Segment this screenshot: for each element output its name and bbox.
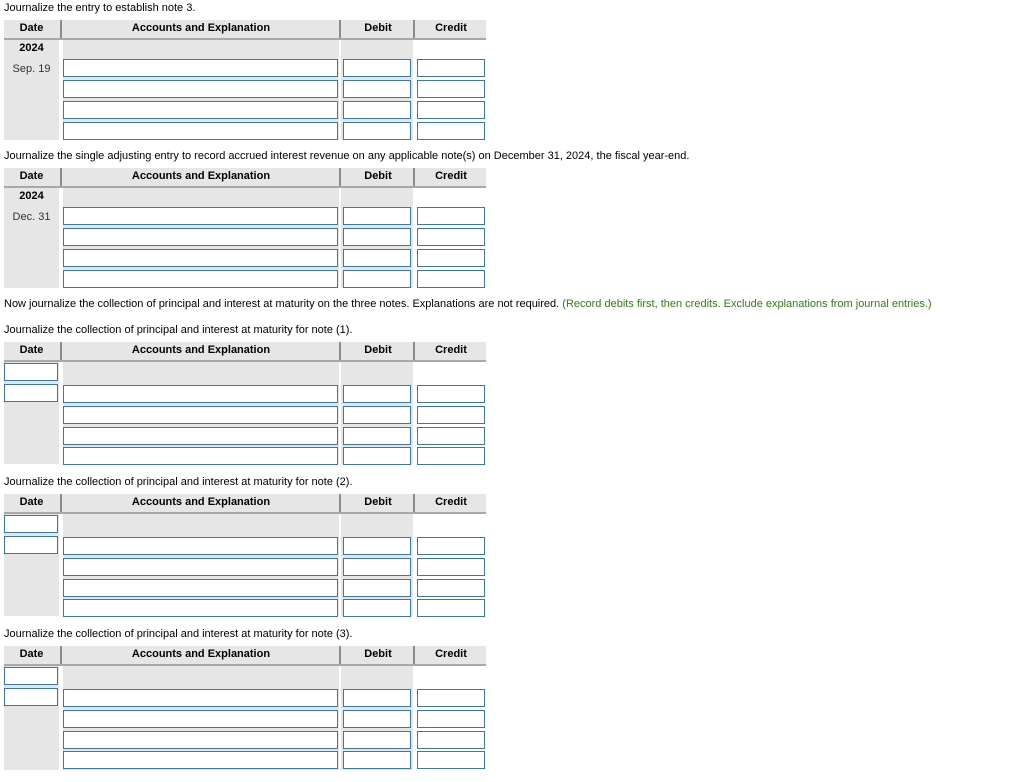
intro-text: Now journalize the collection of principal and interest at maturity on the three notes. Explanations are not required. [4,298,560,310]
column-divider [60,342,62,360]
account-input[interactable] [63,731,338,749]
column-divider [413,342,415,360]
debit-input[interactable] [343,80,411,98]
debit-input[interactable] [343,558,411,576]
credit-input[interactable] [417,228,485,246]
section4-instruction: Journalize the collection of principal and interest at maturity for note (2). [4,476,353,488]
debit-input[interactable] [343,122,411,140]
column-divider [60,20,62,38]
year-label: 2024 [19,42,44,54]
account-input[interactable] [63,385,338,403]
section2-instruction: Journalize the single adjusting entry to record accrued interest revenue on any applicable note(s) on December 31, 2024, the fiscal year-end. [4,150,690,162]
debit-header: Debit [364,170,392,182]
date-header: Date [19,496,44,508]
credit-input[interactable] [417,406,485,424]
debit-input[interactable] [343,385,411,403]
debit-header: Debit [364,496,392,508]
account-input[interactable] [63,80,338,98]
accounts-header: Accounts and Explanation [131,648,271,660]
credit-header: Credit [435,170,467,182]
credit-input[interactable] [417,689,485,707]
date-month-input[interactable] [4,667,58,685]
debit-input[interactable] [343,751,411,769]
debit-input[interactable] [343,579,411,597]
debit-input[interactable] [343,427,411,445]
debit-input[interactable] [343,710,411,728]
debit-input[interactable] [343,447,411,465]
account-input[interactable] [63,59,338,77]
account-input[interactable] [63,101,338,119]
section3-instruction: Journalize the collection of principal and interest at maturity for note (1). [4,324,353,336]
date-month-input[interactable] [4,363,58,381]
column-divider [413,168,415,186]
date-header: Date [19,344,44,356]
credit-input[interactable] [417,122,485,140]
credit-input[interactable] [417,207,485,225]
column-divider [339,342,341,360]
column-divider [413,494,415,512]
journal-table-note3-collection [4,646,486,770]
account-input[interactable] [63,689,338,707]
debit-input[interactable] [343,599,411,617]
date-header: Date [19,22,44,34]
column-divider [339,494,341,512]
accounts-header: Accounts and Explanation [131,496,271,508]
section5-instruction: Journalize the collection of principal and interest at maturity for note (3). [4,628,353,640]
credit-input[interactable] [417,579,485,597]
journal-table-note2 [4,494,486,616]
credit-input[interactable] [417,385,485,403]
date-header: Date [19,648,44,660]
credit-header: Credit [435,496,467,508]
credit-input[interactable] [417,249,485,267]
debit-input[interactable] [343,406,411,424]
account-input[interactable] [63,599,338,617]
table-header [4,646,486,666]
credit-input[interactable] [417,447,485,465]
account-input[interactable] [63,427,338,445]
credit-input[interactable] [417,80,485,98]
account-input[interactable] [63,228,338,246]
journal-table-note3 [4,20,486,140]
column-divider [339,646,341,664]
accounts-header: Accounts and Explanation [131,22,271,34]
account-input[interactable] [63,751,338,769]
debit-input[interactable] [343,270,411,288]
debit-input[interactable] [343,249,411,267]
credit-header: Credit [435,648,467,660]
debit-header: Debit [364,344,392,356]
debit-header: Debit [364,648,392,660]
column-divider [60,168,62,186]
date-month-input[interactable] [4,515,58,533]
table-header [4,20,486,40]
debit-input[interactable] [343,689,411,707]
accounts-header: Accounts and Explanation [131,170,271,182]
collection-intro [4,297,932,311]
credit-header: Credit [435,344,467,356]
credit-input[interactable] [417,599,485,617]
account-input[interactable] [63,249,338,267]
account-input[interactable] [63,710,338,728]
account-input[interactable] [63,122,338,140]
account-input[interactable] [63,537,338,555]
date-column [4,188,59,288]
account-input[interactable] [63,270,338,288]
date-day-input[interactable] [4,536,58,554]
credit-input[interactable] [417,537,485,555]
credit-header: Credit [435,22,467,34]
debit-header: Debit [364,22,392,34]
credit-input[interactable] [417,59,485,77]
debit-input[interactable] [343,59,411,77]
credit-input[interactable] [417,427,485,445]
credit-input[interactable] [417,101,485,119]
credit-input[interactable] [417,751,485,769]
debit-input[interactable] [343,731,411,749]
account-input[interactable] [63,207,338,225]
date-label: Sep. 19 [12,63,51,75]
column-divider [339,20,341,38]
date-day-input[interactable] [4,688,58,706]
debit-input[interactable] [343,228,411,246]
date-day-input[interactable] [4,384,58,402]
intro-note: (Record debits first, then credits. Exclude explanations from journal entries.) [562,298,932,310]
date-column [4,40,59,140]
account-input[interactable] [63,579,338,597]
credit-input[interactable] [417,558,485,576]
account-input[interactable] [63,558,338,576]
date-label: Dec. 31 [12,211,51,223]
table-header [4,494,486,514]
account-input[interactable] [63,447,338,465]
date-header: Date [19,170,44,182]
account-input[interactable] [63,406,338,424]
section1-instruction: Journalize the entry to establish note 3. [4,2,196,14]
debit-input[interactable] [343,101,411,119]
table-header [4,168,486,188]
debit-input[interactable] [343,537,411,555]
column-divider [339,168,341,186]
credit-input[interactable] [417,270,485,288]
table-header [4,342,486,362]
journal-table-adjusting [4,168,486,288]
column-divider [413,646,415,664]
credit-input[interactable] [417,710,485,728]
debit-input[interactable] [343,207,411,225]
column-divider [60,646,62,664]
year-label: 2024 [19,190,44,202]
column-divider [60,494,62,512]
credit-input[interactable] [417,731,485,749]
accounts-header: Accounts and Explanation [131,344,271,356]
journal-table-note1 [4,342,486,464]
column-divider [413,20,415,38]
